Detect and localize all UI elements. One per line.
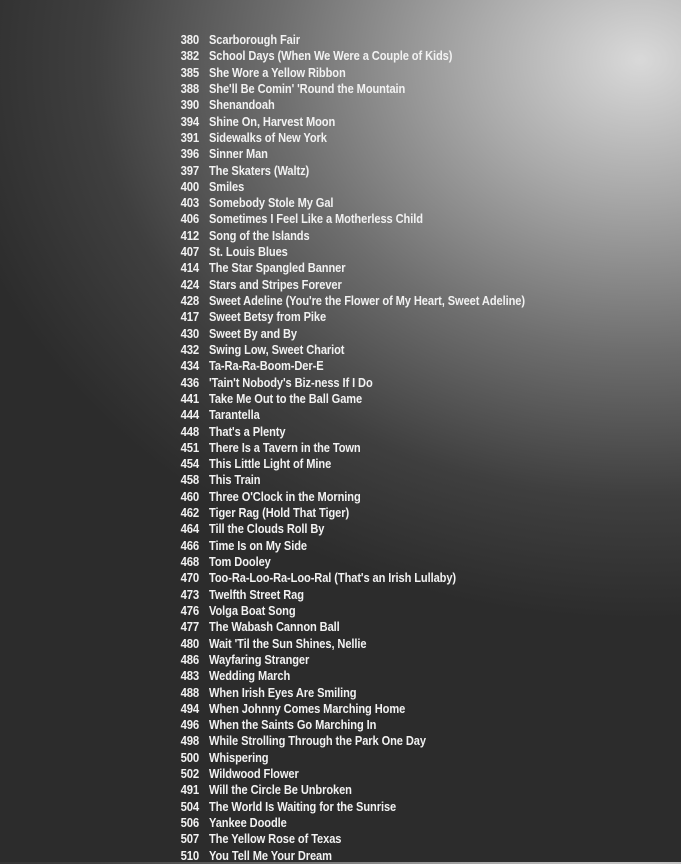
list-item [170, 424, 568, 440]
song-title: Shine On, Harvest Moon [209, 114, 336, 129]
song-title: When Johnny Comes Marching Home [209, 701, 406, 716]
page-number: 473 [180, 587, 199, 602]
page-number: 388 [180, 81, 199, 96]
page-number: 470 [180, 571, 199, 586]
song-title: Tom Dooley [209, 555, 271, 569]
song-title: 'Tain't Nobody's Biz-ness If I Do [209, 375, 373, 390]
page-number: 500 [180, 750, 199, 765]
song-title: Smiles [209, 179, 245, 194]
song-title: She Wore a Yellow Ribbon [209, 65, 346, 80]
page-number: 382 [180, 49, 199, 64]
page-number: 444 [180, 408, 199, 423]
page-number: 400 [180, 179, 199, 194]
page-number: 458 [180, 473, 199, 488]
page-number: 436 [180, 375, 199, 390]
list-item [170, 701, 568, 717]
song-title: Sweet By and By [209, 326, 297, 341]
list-item [170, 554, 568, 570]
page-number: 496 [180, 718, 199, 733]
list-item [170, 848, 568, 864]
page-number: 391 [180, 130, 199, 145]
list-item [170, 489, 568, 505]
song-title: Twelfth Street Rag [209, 587, 304, 602]
list-item [170, 179, 568, 195]
page-number: 466 [180, 538, 199, 553]
song-title: Tarantella [209, 408, 260, 423]
list-item [170, 538, 568, 554]
song-title: School Days (When We Were a Couple of Kids) [209, 49, 453, 64]
list-item [170, 65, 568, 81]
song-title: This Train [209, 473, 261, 488]
list-item [170, 130, 568, 146]
song-title: Wait 'Til the Sun Shines, Nellie [209, 636, 367, 651]
page-number: 430 [180, 326, 199, 341]
page-number: 468 [180, 555, 199, 569]
page-number: 390 [180, 98, 199, 113]
song-title: St. Louis Blues [209, 245, 288, 260]
song-title: Time Is on My Side [209, 538, 307, 553]
page-number: 476 [180, 603, 199, 618]
list-item [170, 407, 568, 423]
page-number: 397 [180, 163, 199, 178]
list-item [170, 391, 568, 407]
song-title: Yankee Doodle [209, 816, 287, 830]
list-item [170, 228, 568, 244]
song-title: That's a Plenty [209, 424, 286, 439]
song-title: Shenandoah [209, 98, 275, 113]
list-item [170, 342, 568, 358]
song-title: Tiger Rag (Hold That Tiger) [209, 506, 350, 521]
page-number: 488 [180, 685, 199, 700]
song-title: Sinner Man [209, 147, 268, 162]
page-number: 504 [180, 799, 199, 814]
list-item [170, 782, 568, 798]
page-number: 434 [180, 359, 199, 374]
song-title: Stars and Stripes Forever [209, 277, 342, 292]
list-item [170, 636, 568, 652]
page-number: 417 [180, 310, 199, 325]
list-item [170, 831, 568, 847]
list-item [170, 260, 568, 276]
page-number: 506 [180, 816, 199, 830]
song-list [170, 32, 568, 864]
list-item [170, 456, 568, 472]
list-item [170, 799, 568, 815]
page-number: 403 [180, 196, 199, 211]
page-number: 414 [180, 261, 199, 276]
song-title: When Irish Eyes Are Smiling [209, 685, 357, 700]
page-number: 510 [180, 848, 199, 863]
list-item [170, 81, 568, 97]
list-item [170, 587, 568, 603]
page-number: 432 [180, 342, 199, 357]
list-item [170, 97, 568, 113]
list-item [170, 48, 568, 64]
song-title: Wayfaring Stranger [209, 652, 310, 667]
page-number: 451 [180, 440, 199, 455]
song-title: The Skaters (Waltz) [209, 163, 310, 178]
song-title: Take Me Out to the Ball Game [209, 391, 363, 406]
song-title: This Little Light of Mine [209, 457, 332, 472]
song-title: While Strolling Through the Park One Day [209, 734, 426, 749]
song-title: Volga Boat Song [209, 603, 296, 618]
song-title: Ta-Ra-Ra-Boom-Der-E [209, 359, 324, 374]
list-item [170, 195, 568, 211]
list-item [170, 277, 568, 293]
song-title: The Wabash Cannon Ball [209, 620, 340, 635]
page-number: 385 [180, 65, 199, 80]
list-item [170, 472, 568, 488]
song-title: Sweet Adeline (You're the Flower of My Heart, Sweet Adeline) [209, 294, 525, 308]
song-title: Swing Low, Sweet Chariot [209, 342, 345, 357]
song-title: Too-Ra-Loo-Ra-Loo-Ral (That's an Irish Lullaby) [209, 571, 457, 586]
page-number: 441 [180, 391, 199, 406]
list-item [170, 358, 568, 374]
list-item [170, 733, 568, 749]
page-number: 483 [180, 669, 199, 684]
list-item [170, 293, 568, 309]
song-title: Scarborough Fair [209, 33, 300, 47]
list-item [170, 211, 568, 227]
list-item [170, 521, 568, 537]
song-title: You Tell Me Your Dream [209, 848, 332, 863]
list-item [170, 815, 568, 831]
song-title: The Star Spangled Banner [209, 261, 346, 276]
page-number: 498 [180, 734, 199, 749]
list-item [170, 766, 568, 782]
list-item [170, 146, 568, 162]
list-item [170, 652, 568, 668]
list-item [170, 505, 568, 521]
song-title: Whispering [209, 750, 269, 765]
page-number: 412 [180, 228, 199, 243]
song-title: Three O'Clock in the Morning [209, 489, 361, 504]
page-number: 494 [180, 701, 199, 716]
song-title: When the Saints Go Marching In [209, 718, 377, 733]
song-title: Will the Circle Be Unbroken [209, 783, 352, 798]
list-item [170, 717, 568, 733]
page-number: 460 [180, 489, 199, 504]
page-number: 428 [180, 294, 199, 308]
page-number: 462 [180, 506, 199, 521]
song-title: Wedding March [209, 669, 291, 684]
list-item [170, 603, 568, 619]
list-item [170, 309, 568, 325]
song-title: Somebody Stole My Gal [209, 196, 334, 211]
list-item [170, 750, 568, 766]
list-item [170, 440, 568, 456]
page-number: 380 [180, 33, 199, 47]
song-title: The World Is Waiting for the Sunrise [209, 799, 397, 814]
song-title: Sweet Betsy from Pike [209, 310, 327, 325]
page-number: 486 [180, 652, 199, 667]
page-number: 424 [180, 277, 199, 292]
page-number: 480 [180, 636, 199, 651]
list-item [170, 570, 568, 586]
song-title: Wildwood Flower [209, 767, 299, 782]
list-item [170, 375, 568, 391]
song-title: Sometimes I Feel Like a Motherless Child [209, 212, 423, 227]
page-number: 491 [180, 783, 199, 798]
page-number: 477 [180, 620, 199, 635]
list-item [170, 668, 568, 684]
song-title: There Is a Tavern in the Town [209, 440, 361, 455]
page-number: 454 [180, 457, 199, 472]
page-number: 406 [180, 212, 199, 227]
page-number: 396 [180, 147, 199, 162]
page-number: 507 [180, 832, 199, 847]
list-item [170, 32, 568, 48]
song-title: Song of the Islands [209, 228, 310, 243]
list-item [170, 244, 568, 260]
list-item [170, 685, 568, 701]
page-number: 464 [180, 522, 199, 537]
page-number: 502 [180, 767, 199, 782]
list-item [170, 326, 568, 342]
list-item [170, 114, 568, 130]
list-item [170, 619, 568, 635]
list-item [170, 163, 568, 179]
song-title: Sidewalks of New York [209, 130, 327, 145]
song-title: The Yellow Rose of Texas [209, 832, 342, 847]
song-title: She'll Be Comin' 'Round the Mountain [209, 81, 406, 96]
page-number: 448 [180, 424, 199, 439]
page-number: 394 [180, 114, 199, 129]
page-number: 407 [180, 245, 199, 260]
song-title: Till the Clouds Roll By [209, 522, 325, 537]
